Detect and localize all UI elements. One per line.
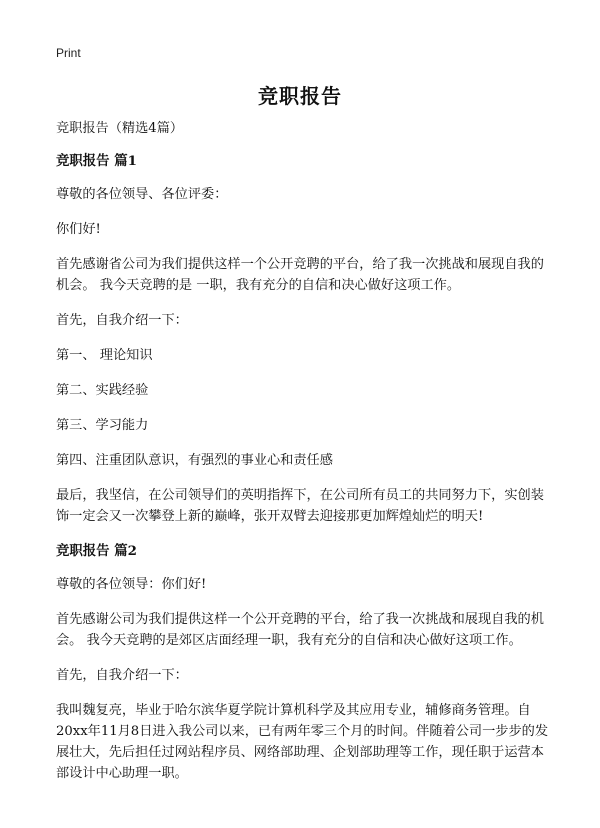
document-body: [56, 118, 548, 798]
paragraph: 最后，我坚信，在公司领导们的英明指挥下，在公司所有员工的共同努力下，实创装饰一定会又一次攀登上新的巅峰，张开双臂去迎接那更加辉煌灿烂的明天!: [56, 488, 544, 524]
section-2: [56, 541, 548, 784]
paragraph: 第一、 理论知识: [56, 348, 153, 363]
paragraph: 第二、实践经验: [56, 383, 149, 398]
section-heading: 竞职报告 篇2: [56, 543, 137, 559]
section-1: [56, 151, 548, 527]
document-subtitle: 竞职报告（精选4篇）: [56, 121, 184, 136]
paragraph: 第三、学习能力: [56, 418, 149, 433]
print-label: Print: [56, 46, 81, 60]
paragraph: 首先，自我介绍一下：: [56, 313, 188, 328]
paragraph: 首先，自我介绍一下：: [56, 668, 188, 683]
section-heading: 竞职报告 篇1: [56, 153, 137, 169]
paragraph: 首先感谢公司为我们提供这样一个公开竞聘的平台，给了我一次挑战和展现自我的机会。 我今天竞聘的是郊区店面经理一职，我有充分的自信和决心做好这项工作。: [56, 612, 544, 648]
paragraph: 尊敬的各位领导、各位评委：: [56, 187, 228, 202]
document-title: 竞职报告: [258, 84, 342, 108]
paragraph: 第四、注重团队意识，有强烈的事业心和责任感: [56, 453, 333, 468]
paragraph: 尊敬的各位领导：你们好!: [56, 577, 207, 592]
paragraph: 首先感谢省公司为我们提供这样一个公开竞聘的平台，给了我一次挑战和展现自我的机会。 我今天竞聘的是 一职，我有充分的自信和决心做好这项工作。: [56, 257, 544, 293]
paragraph: 我叫魏复亮，毕业于哈尔滨华夏学院计算机科学及其应用专业，辅修商务管理。自20xx年11月8日进入我公司以来，已有两年零三个月的时间。伴随着公司一步步的发展壮大，先后担任过网站程序员、网络部助理、企划部助理等工作，现任职于运营本部设计中心助理一职。: [56, 703, 549, 781]
paragraph: 你们好!: [56, 222, 101, 237]
